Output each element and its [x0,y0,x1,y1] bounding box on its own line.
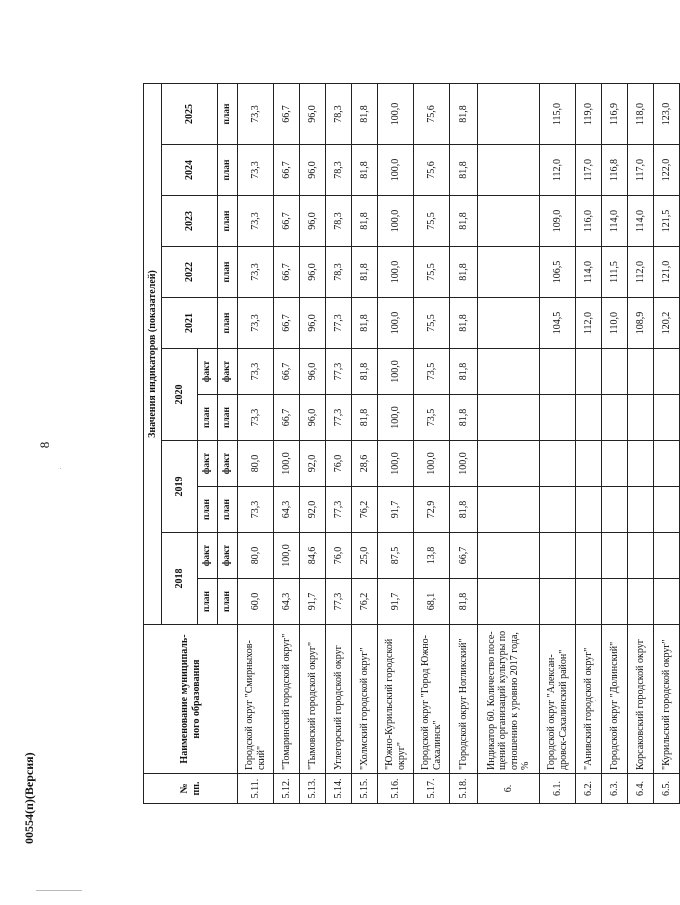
value-cell: 78,3 [326,247,352,298]
value-cell [540,441,576,487]
value-cell: 87,5 [378,533,414,579]
value-cell: 100,0 [378,145,414,196]
municipality-name: "Южно-Курильский городской округ" [378,625,414,774]
value-cell: 81,8 [450,247,478,298]
value-cell: 73,3 [238,145,274,196]
sub-header-plan: план [218,298,238,349]
value-cell: 81,8 [450,395,478,441]
row-number: 6.3. [602,774,628,804]
value-cell: 81,8 [450,487,478,533]
value-cell: 115,0 [540,84,576,145]
municipality-name: Городской округ "Алексан-дровск-Сахалинский район" [540,625,576,774]
table-row [576,84,602,804]
table-row [540,84,576,804]
page-number: 8 [37,441,52,449]
value-cell: 81,8 [450,349,478,395]
value-cell: 76,0 [326,441,352,487]
value-cell: 91,7 [378,487,414,533]
municipality-name: "Томаринский городской округ" [274,625,300,774]
value-cell: 75,6 [414,84,450,145]
sub-header-fact: факт [198,441,218,487]
value-cell: 66,7 [274,349,300,395]
table-row [450,84,478,804]
value-cell: 75,5 [414,196,450,247]
table-row [238,84,274,804]
value-cell [602,349,628,395]
value-cell: 73,3 [238,196,274,247]
value-cell [654,579,680,625]
value-cell: 96,0 [300,84,326,145]
sub-header-plan: план [218,579,238,625]
value-cell: 114,0 [602,196,628,247]
row-number: 5.14. [326,774,352,804]
value-cell: 121,5 [654,196,680,247]
sub-header-fact: факт [218,533,238,579]
municipality-name: Городской округ "Долинский" [602,625,628,774]
indicator-table [143,83,680,804]
value-cell: 100,0 [274,441,300,487]
value-cell [628,395,654,441]
value-cell: 25,0 [352,533,378,579]
table-row [478,84,540,804]
value-cell: 73,3 [238,247,274,298]
indicator-values-header: Значения индикаторов (показателей) [144,84,162,625]
row-number: 6.2. [576,774,602,804]
value-cell: 108,9 [628,298,654,349]
value-cell: 77,3 [326,395,352,441]
value-cell: 122,0 [654,145,680,196]
value-cell [576,349,602,395]
municipality-name: "Курильский городской округ" [654,625,680,774]
value-cell: 111,5 [602,247,628,298]
table-row [414,84,450,804]
value-cell [540,349,576,395]
value-cell [478,196,540,247]
sub-header-plan: план [218,196,238,247]
value-cell: 112,0 [576,298,602,349]
value-cell: 76,2 [352,579,378,625]
value-cell: 109,0 [540,196,576,247]
value-cell [602,533,628,579]
row-number: 5.11. [238,774,274,804]
row-number: 5.17. [414,774,450,804]
value-cell: 106,5 [540,247,576,298]
value-cell [654,441,680,487]
value-cell: 76,2 [352,487,378,533]
value-cell: 114,0 [628,196,654,247]
value-cell [478,145,540,196]
year-header: 2023 [162,196,218,247]
value-cell [628,349,654,395]
value-cell [576,487,602,533]
value-cell: 73,3 [238,84,274,145]
value-cell: 96,0 [300,298,326,349]
value-cell: 110,0 [602,298,628,349]
year-header: 2024 [162,145,218,196]
value-cell [478,84,540,145]
value-cell: 96,0 [300,395,326,441]
value-cell: 66,7 [450,533,478,579]
value-cell: 121,0 [654,247,680,298]
value-cell [540,487,576,533]
value-cell: 77,3 [326,349,352,395]
value-cell [576,579,602,625]
row-number: 5.13. [300,774,326,804]
sub-header-plan: план [198,395,218,441]
value-cell [628,441,654,487]
value-cell: 73,3 [238,487,274,533]
value-cell: 118,0 [628,84,654,145]
value-cell: 100,0 [378,84,414,145]
value-cell: 66,7 [274,84,300,145]
value-cell [576,441,602,487]
value-cell [628,487,654,533]
value-cell [478,247,540,298]
row-number: 6.4. [628,774,654,804]
value-cell: 66,7 [274,395,300,441]
value-cell: 77,3 [326,487,352,533]
value-cell: 81,8 [450,298,478,349]
sub-header-plan: план [218,395,238,441]
value-cell: 66,7 [274,247,300,298]
value-cell [576,395,602,441]
column-header-municipality: Наименование муниципаль-ного образования [144,625,238,774]
table-row [654,84,680,804]
value-cell: 81,8 [352,145,378,196]
value-cell [478,533,540,579]
row-number: 5.12. [274,774,300,804]
value-cell: 81,8 [450,145,478,196]
value-cell: 13,8 [414,533,450,579]
value-cell: 75,5 [414,298,450,349]
value-cell: 81,8 [352,196,378,247]
document-version-footer: 00554(п)(Версия) [22,752,36,844]
year-header: 2018 [162,533,198,625]
sub-header-plan: план [198,579,218,625]
table-row [628,84,654,804]
sub-header-fact: факт [218,441,238,487]
value-cell: 104,5 [540,298,576,349]
value-cell [654,533,680,579]
value-cell [478,349,540,395]
value-cell [654,487,680,533]
value-cell: 68,1 [414,579,450,625]
sub-header-fact: факт [218,349,238,395]
municipality-name: Городской округ "Смирныхов-ский" [238,625,274,774]
table-row [602,84,628,804]
year-header: 2021 [162,298,218,349]
municipality-name: "Тымовский городской округ" [300,625,326,774]
value-cell: 120,2 [654,298,680,349]
value-cell: 73,5 [414,349,450,395]
value-cell: 123,0 [654,84,680,145]
year-header: 2020 [162,349,198,441]
value-cell: 100,0 [378,441,414,487]
value-cell: 64,3 [274,579,300,625]
value-cell: 76,0 [326,533,352,579]
municipality-name: "Городской округ Ногликский" [450,625,478,774]
value-cell: 116,9 [602,84,628,145]
value-cell: 92,0 [300,487,326,533]
column-header-number: № пп. [144,774,238,804]
value-cell: 92,0 [300,441,326,487]
value-cell: 96,0 [300,349,326,395]
value-cell [540,395,576,441]
value-cell [602,395,628,441]
value-cell: 73,3 [238,349,274,395]
indicator-name: Индикатор 60. Количество посе-щений организаций культуры по отношению к уровню 2017 года, % [478,625,540,774]
table-row [378,84,414,804]
value-cell: 78,3 [326,196,352,247]
value-cell: 80,0 [238,533,274,579]
value-cell: 81,8 [352,395,378,441]
sub-header-plan: план [218,84,238,145]
value-cell [628,533,654,579]
value-cell: 96,0 [300,145,326,196]
value-cell [654,395,680,441]
value-cell: 100,0 [378,298,414,349]
municipality-name: "Анивский городской округ" [576,625,602,774]
value-cell [576,533,602,579]
sub-header-fact: факт [198,349,218,395]
value-cell: 60,0 [238,579,274,625]
value-cell [478,298,540,349]
value-cell: 75,6 [414,145,450,196]
value-cell: 73,3 [238,395,274,441]
municipality-name: "Холмский городской округ" [352,625,378,774]
year-header: 2019 [162,441,198,533]
value-cell: 96,0 [300,247,326,298]
value-cell [478,441,540,487]
sub-header-plan: план [218,145,238,196]
value-cell [478,395,540,441]
value-cell: 84,6 [300,533,326,579]
value-cell: 100,0 [274,533,300,579]
value-cell: 114,0 [576,247,602,298]
value-cell: 117,0 [576,145,602,196]
value-cell: 77,3 [326,298,352,349]
value-cell: 66,7 [274,196,300,247]
value-cell: 80,0 [238,441,274,487]
value-cell: 117,0 [628,145,654,196]
row-number: 5.15. [352,774,378,804]
table-row [300,84,326,804]
value-cell [540,533,576,579]
value-cell: 100,0 [378,349,414,395]
value-cell [602,441,628,487]
value-cell: 77,3 [326,579,352,625]
year-header: 2025 [162,84,218,145]
value-cell [628,579,654,625]
table-row [352,84,378,804]
value-cell: 81,8 [352,84,378,145]
value-cell: 72,9 [414,487,450,533]
municipality-name: Городской округ "Город Южно-Сахалинск" [414,625,450,774]
sub-header-plan: план [198,487,218,533]
value-cell: 91,7 [378,579,414,625]
value-cell: 81,8 [450,579,478,625]
year-header: 2022 [162,247,218,298]
value-cell [602,579,628,625]
municipality-name: Корсаковский городской округ [628,625,654,774]
value-cell: 112,0 [628,247,654,298]
value-cell [540,579,576,625]
value-cell: 91,7 [300,579,326,625]
value-cell [654,349,680,395]
value-cell: 96,0 [300,196,326,247]
value-cell [478,487,540,533]
value-cell [478,579,540,625]
value-cell: 81,8 [352,349,378,395]
value-cell: 75,5 [414,247,450,298]
row-number: 6.5. [654,774,680,804]
value-cell: 81,8 [352,247,378,298]
value-cell: 100,0 [378,196,414,247]
value-cell: 119,0 [576,84,602,145]
row-number: 5.16. [378,774,414,804]
municipality-name: Углегорский городской округ [326,625,352,774]
sub-header-plan: план [218,247,238,298]
row-number: 5.18. [450,774,478,804]
value-cell: 112,0 [540,145,576,196]
value-cell: 100,0 [378,395,414,441]
value-cell: 78,3 [326,145,352,196]
sub-header-plan: план [218,487,238,533]
value-cell: 116,8 [602,145,628,196]
table-row [326,84,352,804]
table-row [274,84,300,804]
value-cell: 64,3 [274,487,300,533]
value-cell: 73,3 [238,298,274,349]
sub-header-fact: факт [198,533,218,579]
value-cell: 78,3 [326,84,352,145]
indicator-table-container [143,84,672,804]
value-cell: 116,0 [576,196,602,247]
value-cell: 81,8 [450,84,478,145]
value-cell: 81,8 [352,298,378,349]
value-cell: 28,6 [352,441,378,487]
value-cell: 66,7 [274,298,300,349]
value-cell: 100,0 [378,247,414,298]
value-cell: 73,5 [414,395,450,441]
row-number: 6. [478,774,540,804]
value-cell: 66,7 [274,145,300,196]
value-cell: 100,0 [414,441,450,487]
row-number: 6.1. [540,774,576,804]
value-cell [602,487,628,533]
value-cell: 81,8 [450,196,478,247]
value-cell: 100,0 [450,441,478,487]
